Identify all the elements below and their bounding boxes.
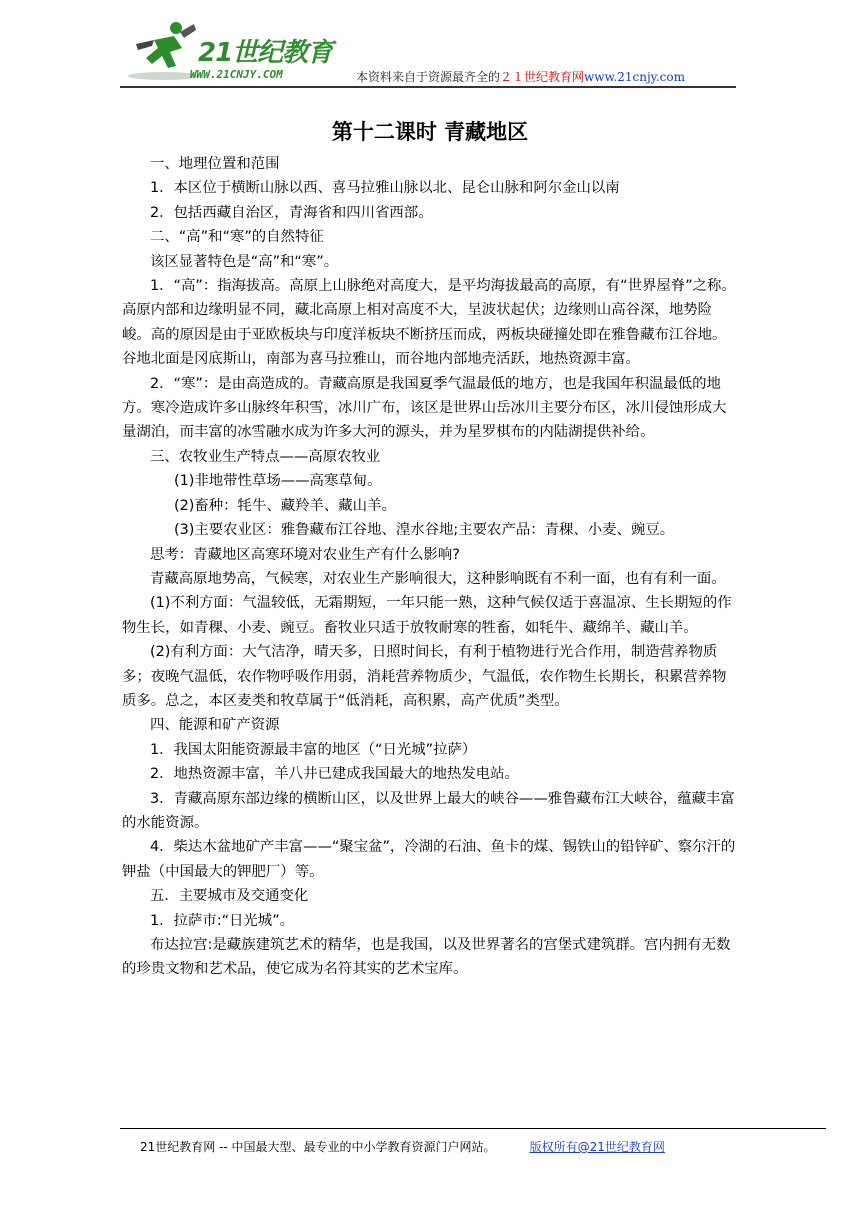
paragraph: 一、地理位置和范围 xyxy=(150,156,280,172)
logo-text: 21世纪教育 xyxy=(198,38,333,68)
page-footer xyxy=(140,1138,665,1155)
paragraph: (2)畜种：牦牛、藏羚羊、藏山羊。 xyxy=(174,497,396,514)
header-divider xyxy=(120,86,736,88)
header-note-url[interactable]: www.21cnjy.com xyxy=(584,70,685,84)
header-note-brand: ２１世纪教育网 xyxy=(500,70,585,84)
header-note-prefix: 本资料来自于资源最齐全的 xyxy=(356,70,501,84)
paragraph: (3)主要农业区：雅鲁藏布江谷地、湟水谷地;主要农产品：青稞、小麦、豌豆。 xyxy=(174,522,675,539)
paragraph: 1．本区位于横断山脉以西、喜马拉雅山脉以北、昆仑山脉和阿尔金山以南 xyxy=(150,180,620,197)
footer-divider xyxy=(120,1128,826,1129)
paragraph: 五．主要城市及交通变化 xyxy=(150,888,309,905)
paragraph: 3．青藏高原东部边缘的横断山区，以及世界上最大的峡谷——雅鲁藏布江大峡谷，蕴藏丰富的水能资源。 xyxy=(122,790,735,831)
page-title: 第十二课时 青藏地区 xyxy=(331,120,529,144)
logo xyxy=(124,18,334,86)
paragraph: 1．拉萨市:“日光城”。 xyxy=(150,912,295,929)
paragraph: 2．包括西藏自治区，青海省和四川省西部。 xyxy=(150,204,433,221)
paragraph: 1．“高”：指海拔高。高原上山脉绝对高度大，是平均海拔最高的高原，有“世界屋脊”之称。高原内部和边缘明显不同，藏北高原上相对高度不大，呈波状起伏；边缘则山高谷深，地势险峻。高的原因是由于亚欧板块与印度洋板块不断挤压而成，两板块碰撞处即在雅鲁藏布江谷地。谷地北面是冈底斯山，南部为喜马拉雅山，而谷地内部地壳活跃，地热资源丰富。 xyxy=(122,278,736,368)
paragraph: (1)非地带性草场——高寒草甸。 xyxy=(174,473,382,490)
paragraph: 二、“高”和“寒”的自然特征 xyxy=(150,229,324,246)
logo-url: WWW.21CNJY.COM xyxy=(190,68,283,81)
paragraph: 青藏高原地势高，气候寒，对农业生产影响很大，这种影响既有不利一面，也有有利一面。 xyxy=(150,570,726,587)
paragraph: 思考：青藏地区高寒环境对农业生产有什么影响? xyxy=(150,546,460,563)
paragraph: 1．我国太阳能资源最丰富的地区（“日光城”拉萨） xyxy=(150,741,477,758)
footer-copyright-link[interactable]: 版权所有@21世纪教育网 xyxy=(529,1140,665,1154)
header-note xyxy=(356,68,685,85)
paragraph: 布达拉宫:是藏族建筑艺术的精华，也是我国，以及世界著名的宫堡式建筑群。宫内拥有无数的珍贵文物和艺术品，使它成为名符其实的艺术宝库。 xyxy=(122,937,731,978)
paragraph: 2．地热资源丰富，羊八井已建成我国最大的地热发电站。 xyxy=(150,766,519,783)
footer-text: 21世纪教育网 -- 中国最大型、最专业的中小学教育资源门户网站。 xyxy=(140,1140,496,1154)
paragraph: 该区显著特色是“高”和“寒”。 xyxy=(150,253,339,270)
paragraph: (1)不利方面：气温较低，无霜期短，一年只能一熟，这种气候仅适于喜温凉、生长期短的作物生长，如青稞、小麦、豌豆。畜牧业只适于放牧耐寒的牲畜，如牦牛、藏绵羊、藏山羊。 xyxy=(122,595,732,636)
document-body xyxy=(122,152,740,982)
paragraph: 4．柴达木盆地矿产丰富——“聚宝盆”，冷湖的石油、鱼卡的煤、锡铁山的铅锌矿、察尔汗的钾盐（中国最大的钾肥厂）等。 xyxy=(122,839,736,880)
paragraph: (2)有利方面：大气洁净，晴天多，日照时间长，有利于植物进行光合作用，制造营养物质多；夜晚气温低，农作物呼吸作用弱，消耗营养物质少，气温低，农作物生长期长，积累营养物质多。总之，本区麦类和牧草属于“低消耗，高积累，高产优质”类型。 xyxy=(122,644,727,709)
paragraph: 三、农牧业生产特点——高原农牧业 xyxy=(150,448,381,465)
paragraph: 四、能源和矿产资源 xyxy=(150,717,280,734)
paragraph: 2．“寒”：是由高造成的。青藏高原是我国夏季气温最低的地方，也是我国年积温最低的地方。寒冷造成许多山脉终年积雪，冰川广布，该区是世界山岳冰川主要分布区，冰川侵蚀形成大量湖泊，而丰富的冰雪融水成为许多大河的源头，并为星罗棋布的内陆湖提供补给。 xyxy=(122,375,727,441)
page-header xyxy=(120,14,740,86)
